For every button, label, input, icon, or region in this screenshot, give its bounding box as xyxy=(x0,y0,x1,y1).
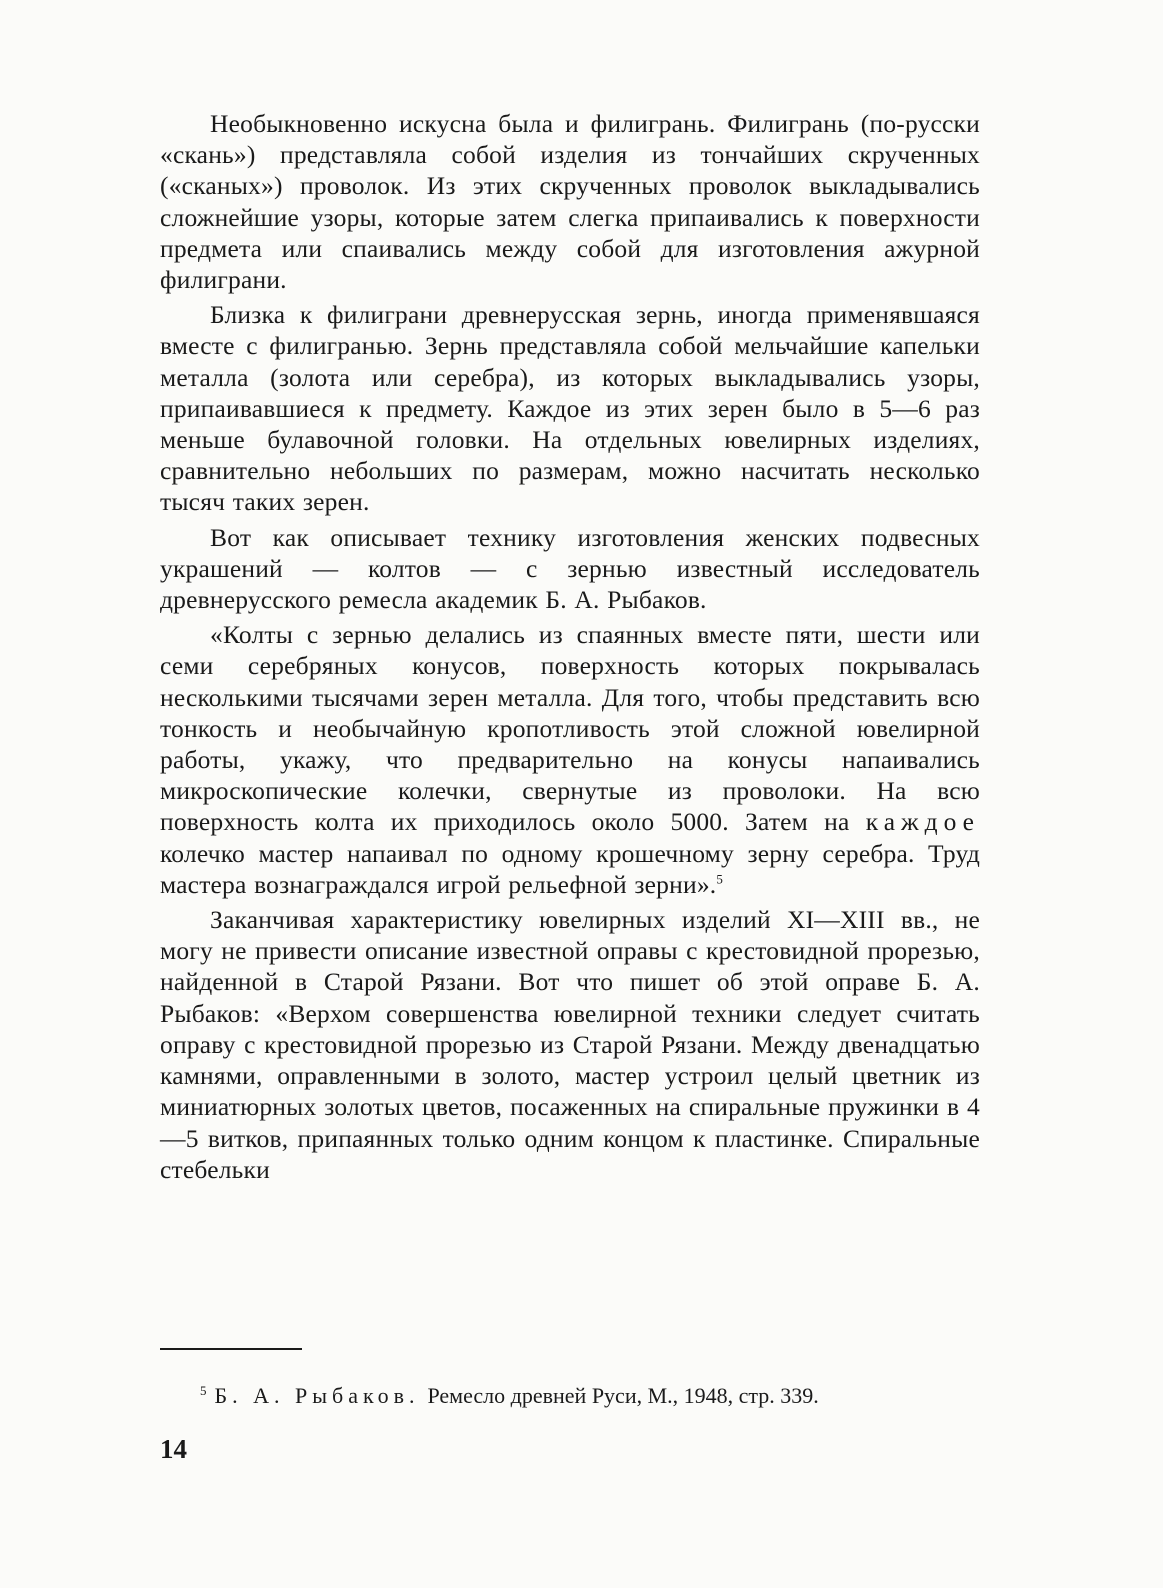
footnote xyxy=(200,1382,980,1410)
footnote-author: Б. А. Рыбаков. xyxy=(214,1383,420,1408)
paragraph-rybakov-quote xyxy=(160,619,980,900)
quote-part-2: колечко мастер напаивал по одному крошечному зерну серебра. Труд мастера вознаграждался игрой рельефной зерни». xyxy=(160,838,980,899)
main-text xyxy=(160,108,980,1189)
paragraph-ryazan-setting: Заканчивая характеристику ювелирных изделий XI—XIII вв., не могу не привести описание известной оправы с крестовидной прорезью, найденной в Старой Рязани. Вот что пишет об этой оправе Б. А. Рыбаков: «Верхом совершенства ювелирной техники следует считать оправу с крестовидной прорезью из Старой Рязани. Между двенадцатью камнями, оправленными в золото, мастер устроил целый цветник из миниатюрных золотых цветов, посаженных на спиральные пружинки в 4—5 витков, припаянных только одним концом к пластинке. Спиральные стебельки xyxy=(160,905,980,1184)
footnote-mark: 5 xyxy=(200,1382,207,1398)
quote-spaced-word: каждое xyxy=(865,807,980,837)
paragraph-kolty-intro: Вот как описывает технику изготовления женских подвесных украшений — колтов — с зернью известный исследователь древнерусского ремесла академик Б. А. Рыбаков. xyxy=(160,522,980,615)
paragraph-granulation: Близка к филиграни древнерусская зернь, иногда применявшаяся вместе с филигранью. Зернь представляла собой мельчайшие капельки металла (золота или серебра), из которых выкладывались узоры, припаивавшиеся к предмету. Каждое из этих зерен было в 5—6 раз меньше булавочной головки. На отдельных ювелирных изделиях, сравнительно небольших по размерам, можно насчитать несколько тысяч таких зерен. xyxy=(160,300,980,517)
page-number: 14 xyxy=(160,1434,187,1464)
quote-part-1: «Колты с зернью делались из спаянных вместе пяти, шести или семи серебряных конусов, поверхность которых покрывалась несколькими тысячами зерен металла. Для того, чтобы представить всю тонкость и необычайную кропотливость этой сложной ювелирной работы, укажу, что предварительно на конусы напаивались микроскопические колечки, свернутые из проволоки. На всю поверхность колта их приходилось около 5000. Затем на xyxy=(160,620,980,837)
paragraph-filigree: Необыкновенно искусна была и филигрань. Филигрань (по-русски «скань») представляла собой изделия из тончайших скрученных («сканых») проволок. Из этих скрученных проволок выкладывались сложнейшие узоры, которые затем слегка припаивались к поверхности предмета или спаивались между собой для изготовления ажурной филиграни. xyxy=(160,109,980,295)
footnote-text: Ремесло древней Руси, М., 1948, стр. 339. xyxy=(427,1383,819,1408)
footnote-divider xyxy=(160,1348,302,1350)
footnote-reference: 5 xyxy=(716,871,724,887)
